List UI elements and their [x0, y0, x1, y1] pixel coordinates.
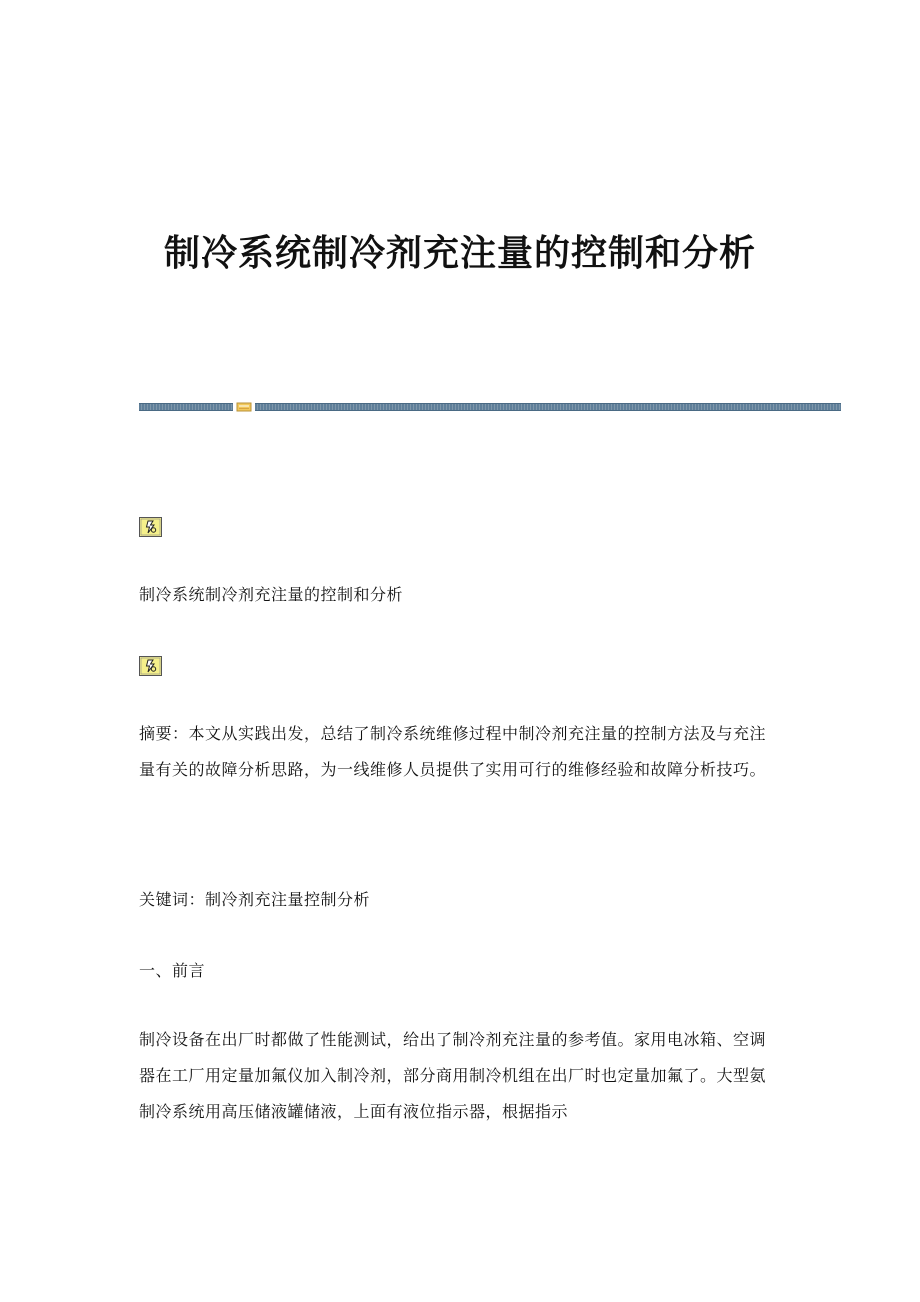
- broken-image-icon: [139, 517, 162, 537]
- divider-bar-left: [139, 403, 233, 411]
- document-title: 制冷系统制冷剂充注量的控制和分析: [163, 232, 756, 274]
- document-subtitle: 制冷系统制冷剂充注量的控制和分析: [139, 585, 404, 604]
- section-heading: 一、前言: [139, 961, 206, 980]
- body-paragraph: 制冷设备在出厂时都做了性能测试，给出了制冷剂充注量的参考值。家用电冰箱、空调器在工厂用定量加氟仪加入制冷剂，部分商用制冷机组在出厂时也定量加氟了。大型氨制冷系统用高压储液罐储液，上面有液位指示器，根据指示: [139, 1030, 767, 1121]
- abstract-paragraph: 摘要：本文从实践出发，总结了制冷系统维修过程中制冷剂充注量的控制方法及与充注量有关的故障分析思路，为一线维修人员提供了实用可行的维修经验和故障分析技巧。: [139, 724, 767, 779]
- ornament-icon: [236, 402, 252, 412]
- title-divider: [139, 402, 841, 412]
- broken-image-icon: [139, 656, 162, 676]
- keywords-line: 关键词：制冷剂充注量控制分析: [139, 890, 371, 909]
- divider-bar-right: [255, 403, 841, 411]
